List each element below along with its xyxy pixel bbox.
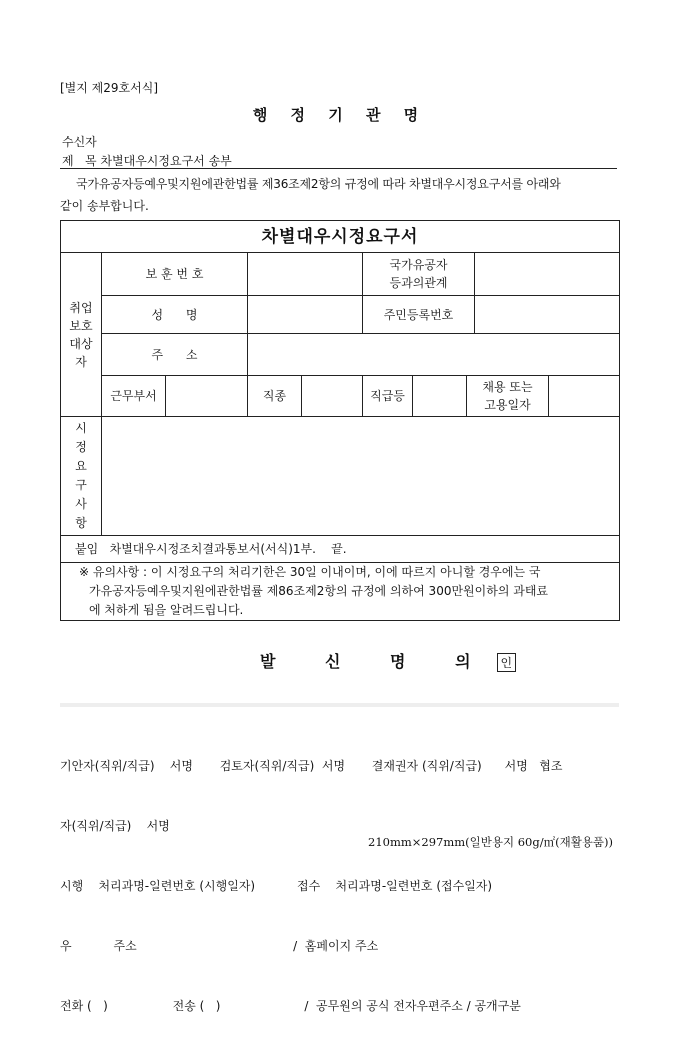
rank-label: 직급등 <box>363 376 413 417</box>
veteran-no-label: 보 훈 번 호 <box>102 253 248 296</box>
hire-label: 채용 또는 고용일자 <box>467 376 549 417</box>
section-label: 취업 보호 대상 자 <box>61 253 102 417</box>
subject: 제 목 차별대우시정요구서 송부 <box>62 154 232 168</box>
intro-line-1: 국가유공자등예우및지원에관한법률 제36조제2항의 규정에 따라 차별대우시정요구서를 아래와 <box>76 177 561 191</box>
notice: ※ 유의사항 : 이 시정요구의 처리기한은 30일 이내이며, 이에 따르지 아니할 경우에는 국 가유공자등예우및지원에관한법률 제86조제2항의 규정에 의하여 300만원이하의 과태료 에 처하게 됨을 알려드립니다. <box>61 563 620 621</box>
divider <box>60 168 617 169</box>
resident-no-field[interactable] <box>475 296 620 334</box>
footer <box>60 716 562 1056</box>
veteran-no-field[interactable] <box>248 253 363 296</box>
request-label: 시 정 요 구 사 항 <box>61 417 102 536</box>
form-number: [별지 제29호서식] <box>60 81 158 95</box>
paper-spec: 210mm×297mm(일반용지 60g/㎡(재활용품)) <box>368 835 613 849</box>
resident-no-label: 주민등록번호 <box>363 296 475 334</box>
form-title: 차별대우시정요구서 <box>61 221 620 253</box>
footer-signers: 기안자(직위/직급) 서명 검토자(직위/직급) 서명 결재권자 (직위/직급) 서명 협조 <box>60 759 563 773</box>
dept-label: 근무부서 <box>102 376 166 417</box>
seal-box: 인 <box>497 653 517 672</box>
job-type-field[interactable] <box>302 376 363 417</box>
intro-line-2: 같이 송부합니다. <box>60 199 149 213</box>
footer-dispatch: 시행 처리과명-일련번호 (시행일자) 접수 처리과명-일련번호 (접수일자) <box>60 879 493 893</box>
attachment: 붙임 차별대우시정조치결과통보서(서식)1부. 끝. <box>61 536 620 563</box>
name-field[interactable] <box>248 296 363 334</box>
hire-field[interactable] <box>549 376 620 417</box>
request-form-table <box>60 220 620 621</box>
address-field[interactable] <box>248 334 620 376</box>
rank-field[interactable] <box>413 376 467 417</box>
dept-field[interactable] <box>166 376 248 417</box>
footer-address: 우 주소 / 홈페이지 주소 <box>60 939 379 953</box>
recipient-label: 수신자 <box>62 135 97 149</box>
address-label: 주 소 <box>102 334 248 376</box>
relation-field[interactable] <box>475 253 620 296</box>
agency-name: 행 정 기 관 명 <box>252 106 428 124</box>
job-type-label: 직종 <box>248 376 302 417</box>
separator-bar <box>60 703 619 707</box>
name-label: 성 명 <box>102 296 248 334</box>
relation-label: 국가유공자 등과의관계 <box>363 253 475 296</box>
sender-name: 발 신 명 의 인 <box>260 649 516 672</box>
footer-contact: 전화 ( ) 전송 ( ) / 공무원의 공식 전자우편주소 / 공개구분 <box>60 999 521 1013</box>
footer-signers-cont: 자(직위/직급) 서명 <box>60 819 170 833</box>
request-field[interactable] <box>102 417 620 536</box>
